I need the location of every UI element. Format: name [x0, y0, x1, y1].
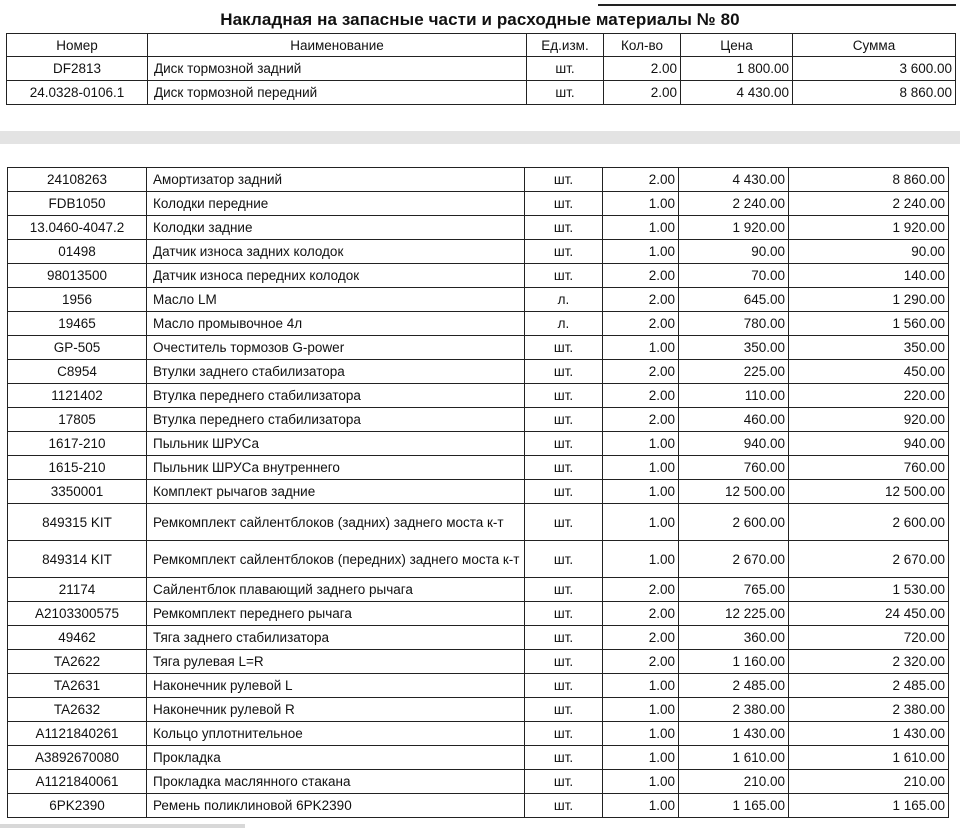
cell-qty: 2.00 [603, 626, 679, 650]
table-row [8, 650, 949, 674]
header-sum: Сумма [793, 34, 956, 57]
cell-sum: 2 485.00 [789, 674, 949, 698]
cell-sum: 2 380.00 [789, 698, 949, 722]
cell-number: 13.0460-4047.2 [8, 216, 147, 240]
cell-price: 940.00 [679, 432, 789, 456]
cell-qty: 1.00 [603, 722, 679, 746]
cell-sum: 220.00 [789, 384, 949, 408]
cell-price: 1 430.00 [679, 722, 789, 746]
header-price: Цена [681, 34, 793, 57]
invoice-table-bottom [7, 167, 949, 818]
cell-number: 19465 [8, 312, 147, 336]
cell-qty: 1.00 [603, 794, 679, 818]
cell-number: 49462 [8, 626, 147, 650]
cell-unit: шт. [525, 168, 603, 192]
cell-name: Датчик износа передних колодок [147, 264, 525, 288]
cell-sum: 24 450.00 [789, 602, 949, 626]
cell-sum: 1 610.00 [789, 746, 949, 770]
cell-price: 90.00 [679, 240, 789, 264]
cell-number: 1956 [8, 288, 147, 312]
cell-number: A2103300575 [8, 602, 147, 626]
table-row [8, 698, 949, 722]
table-row [8, 240, 949, 264]
cell-name: Наконечник рулевой R [147, 698, 525, 722]
cell-price: 2 240.00 [679, 192, 789, 216]
cell-qty: 2.00 [604, 81, 681, 105]
table-row [7, 81, 956, 105]
cell-name: Втулка переднего стабилизатора [147, 384, 525, 408]
table-row [8, 794, 949, 818]
table-row [8, 456, 949, 480]
cell-sum: 140.00 [789, 264, 949, 288]
cell-unit: шт. [525, 722, 603, 746]
bottom-scroll-bar[interactable] [0, 824, 245, 828]
cell-unit: шт. [525, 216, 603, 240]
cell-price: 460.00 [679, 408, 789, 432]
table-row [8, 360, 949, 384]
cell-unit: л. [525, 312, 603, 336]
separator-band [0, 131, 960, 144]
cell-name: Колодки передние [147, 192, 525, 216]
cell-qty: 2.00 [603, 602, 679, 626]
cell-price: 1 920.00 [679, 216, 789, 240]
cell-sum: 350.00 [789, 336, 949, 360]
cell-qty: 1.00 [603, 698, 679, 722]
cell-sum: 2 320.00 [789, 650, 949, 674]
cell-unit: шт. [525, 456, 603, 480]
cell-number: A3892670080 [8, 746, 147, 770]
cell-name: Ремкомплект сайлентблоков (передних) заднего моста к-т [147, 541, 525, 578]
table-row [8, 674, 949, 698]
cell-qty: 2.00 [603, 168, 679, 192]
cell-unit: шт. [525, 432, 603, 456]
cell-unit: шт. [525, 336, 603, 360]
cell-number: 17805 [8, 408, 147, 432]
cell-unit: шт. [525, 698, 603, 722]
cell-name: Прокладка [147, 746, 525, 770]
cell-qty: 2.00 [603, 384, 679, 408]
cell-unit: шт. [525, 264, 603, 288]
table-row [8, 541, 949, 578]
cell-sum: 1 430.00 [789, 722, 949, 746]
cell-qty: 1.00 [603, 770, 679, 794]
cell-name: Диск тормозной передний [148, 81, 527, 105]
table-row [8, 770, 949, 794]
cell-qty: 1.00 [603, 192, 679, 216]
cell-name: Втулка переднего стабилизатора [147, 408, 525, 432]
cell-number: 3350001 [8, 480, 147, 504]
cell-price: 1 165.00 [679, 794, 789, 818]
cell-price: 110.00 [679, 384, 789, 408]
cell-sum: 12 500.00 [789, 480, 949, 504]
cell-number: GP-505 [8, 336, 147, 360]
cell-qty: 1.00 [603, 746, 679, 770]
cell-name: Пыльник ШРУСа внутреннего [147, 456, 525, 480]
cell-unit: шт. [525, 770, 603, 794]
cell-number: TA2631 [8, 674, 147, 698]
cell-number: 849315 KIT [8, 504, 147, 541]
cell-unit: шт. [525, 746, 603, 770]
cell-number: 21174 [8, 578, 147, 602]
cell-price: 2 380.00 [679, 698, 789, 722]
cell-number: 1615-210 [8, 456, 147, 480]
cell-price: 350.00 [679, 336, 789, 360]
cell-price: 210.00 [679, 770, 789, 794]
cell-price: 360.00 [679, 626, 789, 650]
cell-price: 2 485.00 [679, 674, 789, 698]
cell-sum: 450.00 [789, 360, 949, 384]
cell-number: 24.0328-0106.1 [7, 81, 148, 105]
cell-unit: шт. [525, 360, 603, 384]
table-row [8, 384, 949, 408]
cell-unit: шт. [525, 240, 603, 264]
cell-qty: 2.00 [603, 360, 679, 384]
cell-sum: 1 165.00 [789, 794, 949, 818]
cell-number: 6PK2390 [8, 794, 147, 818]
cell-unit: шт. [525, 408, 603, 432]
cell-qty: 1.00 [603, 336, 679, 360]
cell-number: 98013500 [8, 264, 147, 288]
cell-unit: шт. [525, 480, 603, 504]
cell-number: A1121840261 [8, 722, 147, 746]
cell-number: C8954 [8, 360, 147, 384]
cell-name: Колодки задние [147, 216, 525, 240]
cell-name: Датчик износа задних колодок [147, 240, 525, 264]
cell-unit: шт. [525, 504, 603, 541]
cell-name: Ремкомплект сайлентблоков (задних) заднего моста к-т [147, 504, 525, 541]
cell-price: 12 225.00 [679, 602, 789, 626]
cell-name: Втулки заднего стабилизатора [147, 360, 525, 384]
cell-number: 849314 KIT [8, 541, 147, 578]
table-row [8, 168, 949, 192]
cell-sum: 8 860.00 [789, 168, 949, 192]
cell-sum: 1 290.00 [789, 288, 949, 312]
table-row [7, 57, 956, 81]
cell-number: 1617-210 [8, 432, 147, 456]
cell-unit: шт. [525, 578, 603, 602]
cell-price: 4 430.00 [679, 168, 789, 192]
document-title: Накладная на запасные части и расходные материалы № 80 [220, 10, 740, 29]
cell-sum: 2 600.00 [789, 504, 949, 541]
cell-qty: 2.00 [603, 650, 679, 674]
cell-qty: 1.00 [603, 480, 679, 504]
cell-number: 1121402 [8, 384, 147, 408]
cell-name: Ремкомплект переднего рычага [147, 602, 525, 626]
table-row [8, 192, 949, 216]
cell-name: Очеститель тормозов G-power [147, 336, 525, 360]
header-name: Наименование [148, 34, 527, 57]
cell-sum: 920.00 [789, 408, 949, 432]
cell-price: 2 600.00 [679, 504, 789, 541]
cell-sum: 210.00 [789, 770, 949, 794]
cell-number: 01498 [8, 240, 147, 264]
cell-price: 1 800.00 [681, 57, 793, 81]
cell-unit: шт. [525, 192, 603, 216]
invoice-table-top [6, 33, 956, 105]
cell-price: 780.00 [679, 312, 789, 336]
cell-unit: шт. [525, 674, 603, 698]
cell-unit: шт. [525, 650, 603, 674]
table-row [8, 578, 949, 602]
cell-qty: 1.00 [603, 541, 679, 578]
cell-price: 12 500.00 [679, 480, 789, 504]
cell-unit: шт. [527, 57, 604, 81]
cell-sum: 2 670.00 [789, 541, 949, 578]
cell-sum: 940.00 [789, 432, 949, 456]
top-rule [598, 4, 956, 6]
cell-name: Масло промывочное 4л [147, 312, 525, 336]
cell-qty: 1.00 [603, 674, 679, 698]
table-row [8, 264, 949, 288]
cell-qty: 2.00 [603, 408, 679, 432]
table-row [8, 626, 949, 650]
table-header-row [7, 34, 956, 57]
cell-unit: шт. [525, 794, 603, 818]
cell-qty: 2.00 [603, 312, 679, 336]
cell-qty: 1.00 [603, 432, 679, 456]
cell-qty: 2.00 [603, 578, 679, 602]
cell-sum: 90.00 [789, 240, 949, 264]
cell-name: Наконечник рулевой L [147, 674, 525, 698]
cell-name: Ремень поликлиновой 6PK2390 [147, 794, 525, 818]
cell-qty: 1.00 [603, 216, 679, 240]
cell-price: 70.00 [679, 264, 789, 288]
cell-qty: 2.00 [603, 264, 679, 288]
cell-number: DF2813 [7, 57, 148, 81]
cell-number: A1121840061 [8, 770, 147, 794]
table-row [8, 216, 949, 240]
cell-number: 24108263 [8, 168, 147, 192]
cell-name: Прокладка маслянного стакана [147, 770, 525, 794]
cell-price: 4 430.00 [681, 81, 793, 105]
header-unit: Ед.изм. [527, 34, 604, 57]
cell-price: 765.00 [679, 578, 789, 602]
cell-unit: л. [525, 288, 603, 312]
table-row [8, 408, 949, 432]
table-row [8, 504, 949, 541]
cell-name: Кольцо уплотнительное [147, 722, 525, 746]
cell-qty: 1.00 [603, 456, 679, 480]
table-row [8, 432, 949, 456]
cell-unit: шт. [525, 384, 603, 408]
cell-sum: 760.00 [789, 456, 949, 480]
cell-unit: шт. [527, 81, 604, 105]
cell-qty: 2.00 [604, 57, 681, 81]
cell-name: Амортизатор задний [147, 168, 525, 192]
cell-sum: 3 600.00 [793, 57, 956, 81]
cell-sum: 2 240.00 [789, 192, 949, 216]
header-qty: Кол-во [604, 34, 681, 57]
cell-qty: 2.00 [603, 288, 679, 312]
cell-unit: шт. [525, 541, 603, 578]
cell-qty: 1.00 [603, 504, 679, 541]
cell-price: 645.00 [679, 288, 789, 312]
header-number: Номер [7, 34, 148, 57]
cell-sum: 8 860.00 [793, 81, 956, 105]
table-row [8, 312, 949, 336]
cell-name: Пыльник ШРУСа [147, 432, 525, 456]
table-row [8, 288, 949, 312]
cell-price: 760.00 [679, 456, 789, 480]
cell-name: Диск тормозной задний [148, 57, 527, 81]
table-row [8, 480, 949, 504]
cell-unit: шт. [525, 626, 603, 650]
cell-price: 1 610.00 [679, 746, 789, 770]
cell-name: Масло LM [147, 288, 525, 312]
cell-sum: 1 530.00 [789, 578, 949, 602]
cell-name: Тяга заднего стабилизатора [147, 626, 525, 650]
table-row [8, 722, 949, 746]
cell-price: 225.00 [679, 360, 789, 384]
cell-name: Тяга рулевая L=R [147, 650, 525, 674]
table-row [8, 602, 949, 626]
cell-price: 1 160.00 [679, 650, 789, 674]
cell-sum: 1 560.00 [789, 312, 949, 336]
cell-sum: 1 920.00 [789, 216, 949, 240]
table-row [8, 746, 949, 770]
cell-number: TA2632 [8, 698, 147, 722]
cell-qty: 1.00 [603, 240, 679, 264]
cell-name: Сайлентблок плавающий заднего рычага [147, 578, 525, 602]
cell-name: Комплект рычагов задние [147, 480, 525, 504]
table-row [8, 336, 949, 360]
cell-sum: 720.00 [789, 626, 949, 650]
cell-unit: шт. [525, 602, 603, 626]
cell-price: 2 670.00 [679, 541, 789, 578]
cell-number: FDB1050 [8, 192, 147, 216]
cell-number: TA2622 [8, 650, 147, 674]
